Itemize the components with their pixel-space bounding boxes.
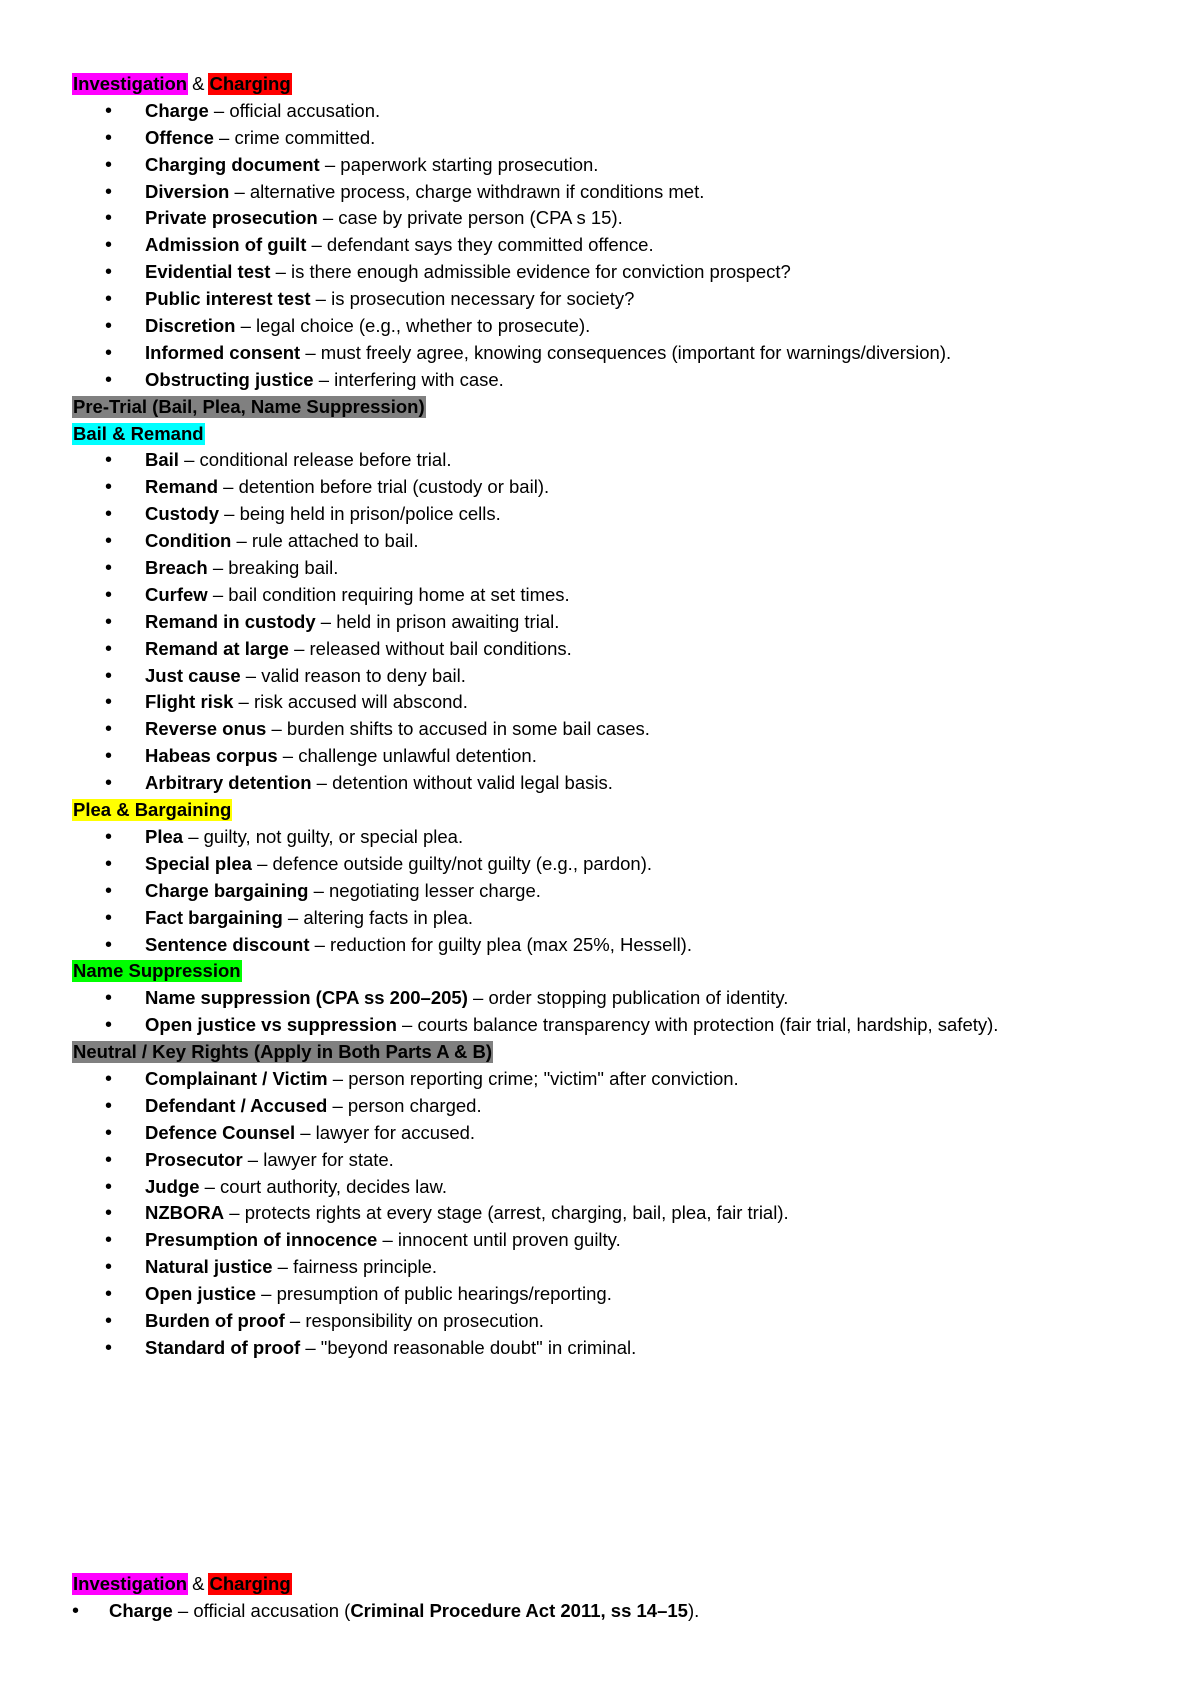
bullet-icon: • bbox=[105, 288, 113, 311]
bullet-icon: • bbox=[105, 1202, 113, 1225]
bullet-icon: • bbox=[105, 341, 113, 364]
list-item bbox=[72, 824, 1172, 851]
name-suppression-heading-line bbox=[72, 958, 1172, 985]
term-definition: – lawyer for accused. bbox=[295, 1121, 476, 1143]
term-label: NZBORA bbox=[145, 1202, 225, 1224]
list-item bbox=[72, 1200, 1172, 1227]
term-definition: – innocent until proven guilty. bbox=[377, 1229, 621, 1251]
bullet-icon: • bbox=[105, 530, 113, 553]
list-item bbox=[72, 609, 1172, 636]
list-item bbox=[72, 689, 1172, 716]
term-label: Curfew bbox=[145, 583, 208, 605]
term-label: Arbitrary detention bbox=[145, 772, 312, 794]
term-definition: – legal choice (e.g., whether to prosecute). bbox=[235, 315, 591, 337]
bullet-icon: • bbox=[105, 664, 113, 687]
term-definition: – case by private person (CPA s 15). bbox=[317, 207, 623, 229]
term-label: Open justice vs suppression bbox=[145, 1014, 397, 1036]
plea-list bbox=[72, 824, 1172, 958]
bullet-icon: • bbox=[105, 126, 113, 149]
term-definition: – alternative process, charge withdrawn if conditions met. bbox=[229, 180, 705, 202]
term-label: Charging document bbox=[145, 153, 320, 175]
bullet-icon: • bbox=[105, 1067, 113, 1090]
list-item bbox=[72, 1281, 1172, 1308]
term-label: Standard of proof bbox=[145, 1336, 301, 1358]
term-label: Public interest test bbox=[145, 288, 311, 310]
list-item bbox=[72, 1120, 1172, 1147]
list-item bbox=[72, 1093, 1172, 1120]
bullet-icon: • bbox=[105, 852, 113, 875]
list-item bbox=[72, 1254, 1172, 1281]
plea-bargaining-heading: Plea & Bargaining bbox=[73, 799, 232, 821]
bullet-icon: • bbox=[105, 557, 113, 580]
term-label: Burden of proof bbox=[145, 1309, 285, 1331]
term-definition: – official accusation ( bbox=[172, 1599, 351, 1621]
list-item bbox=[72, 474, 1172, 501]
term-label: Defence Counsel bbox=[145, 1121, 296, 1143]
neutral-heading-line bbox=[72, 1039, 1172, 1066]
bullet-icon: • bbox=[105, 610, 113, 633]
term-definition: – burden shifts to accused in some bail cases. bbox=[266, 718, 650, 740]
term-definition: – being held in prison/police cells. bbox=[219, 503, 501, 525]
term-definition: – "beyond reasonable doubt" in criminal. bbox=[300, 1336, 637, 1358]
bullet-icon: • bbox=[105, 987, 113, 1010]
list-item bbox=[72, 528, 1172, 555]
investigation-charging-heading-repeat bbox=[72, 1571, 1172, 1598]
bullet-icon: • bbox=[105, 261, 113, 284]
neutral-rights-heading: Neutral / Key Rights (Apply in Both Parts A & B) bbox=[73, 1041, 493, 1063]
list-item bbox=[72, 125, 1172, 152]
term-definition: – guilty, not guilty, or special plea. bbox=[183, 825, 464, 847]
pretrial-heading-line bbox=[72, 394, 1172, 421]
list-item bbox=[72, 1066, 1172, 1093]
bullet-icon: • bbox=[105, 691, 113, 714]
neutral-list bbox=[72, 1066, 1172, 1362]
bullet-icon: • bbox=[105, 368, 113, 391]
term-definition: – person charged. bbox=[327, 1094, 482, 1116]
investigation-charging-heading bbox=[72, 71, 1172, 98]
term-label: Custody bbox=[145, 503, 219, 525]
term-label: Plea bbox=[145, 825, 184, 847]
term-definition: – bail condition requiring home at set times. bbox=[207, 583, 570, 605]
term-label: Evidential test bbox=[145, 261, 271, 283]
bullet-icon: • bbox=[105, 933, 113, 956]
term-label: Complainant / Victim bbox=[145, 1067, 328, 1089]
list-item bbox=[72, 179, 1172, 206]
list-item bbox=[72, 905, 1172, 932]
term-label: Bail bbox=[145, 449, 179, 471]
term-label: Charge bbox=[145, 99, 209, 121]
term-definition: – reduction for guilty plea (max 25%, Hessell). bbox=[309, 933, 692, 955]
term-definition: – valid reason to deny bail. bbox=[240, 664, 466, 686]
heading-investigation: Investigation bbox=[73, 1573, 188, 1594]
name-suppression-heading: Name Suppression bbox=[73, 960, 241, 982]
bullet-icon: • bbox=[105, 99, 113, 122]
list-item bbox=[72, 98, 1172, 125]
bullet-icon: • bbox=[105, 207, 113, 230]
list-item bbox=[72, 1227, 1172, 1254]
bullet-icon: • bbox=[105, 503, 113, 526]
term-definition: – held in prison awaiting trial. bbox=[315, 610, 560, 632]
term-definition: – court authority, decides law. bbox=[199, 1175, 447, 1197]
list-item bbox=[72, 259, 1172, 286]
term-definition: – breaking bail. bbox=[207, 557, 339, 579]
plea-heading-line bbox=[72, 797, 1172, 824]
list-item bbox=[72, 582, 1172, 609]
term-label: Private prosecution bbox=[145, 207, 318, 229]
list-item bbox=[72, 501, 1172, 528]
list-item bbox=[72, 636, 1172, 663]
list-item bbox=[72, 1012, 1172, 1039]
list-item bbox=[72, 851, 1172, 878]
term-label: Offence bbox=[145, 126, 214, 148]
heading-charging: Charging bbox=[209, 73, 291, 94]
term-definition: – person reporting crime; "victim" after conviction. bbox=[327, 1067, 739, 1089]
statute-reference: Criminal Procedure Act 2011, ss 14–15 bbox=[350, 1599, 688, 1621]
list-item bbox=[72, 1335, 1172, 1362]
term-definition: – paperwork starting prosecution. bbox=[319, 153, 599, 175]
term-label: Natural justice bbox=[145, 1256, 273, 1278]
term-label: Discretion bbox=[145, 315, 236, 337]
term-definition: – interfering with case. bbox=[313, 368, 504, 390]
term-label: Diversion bbox=[145, 180, 230, 202]
bullet-icon: • bbox=[105, 1094, 113, 1117]
term-definition: – detention without valid legal basis. bbox=[311, 772, 613, 794]
bullet-icon: • bbox=[105, 1121, 113, 1144]
term-definition: – altering facts in plea. bbox=[282, 906, 473, 928]
bullet-icon: • bbox=[105, 879, 113, 902]
term-definition: – responsibility on prosecution. bbox=[284, 1309, 544, 1331]
pretrial-heading: Pre-Trial (Bail, Plea, Name Suppression) bbox=[73, 395, 425, 417]
bullet-icon: • bbox=[105, 476, 113, 499]
heading-ampersand: & bbox=[192, 1573, 205, 1594]
bullet-icon: • bbox=[105, 180, 113, 203]
bullet-icon: • bbox=[105, 1283, 113, 1306]
term-label: Breach bbox=[145, 557, 208, 579]
bullet-icon: • bbox=[105, 906, 113, 929]
bullet-icon: • bbox=[105, 772, 113, 795]
term-label: Defendant / Accused bbox=[145, 1094, 328, 1116]
list-item bbox=[72, 985, 1172, 1012]
term-definition: – released without bail conditions. bbox=[288, 637, 572, 659]
bullet-icon: • bbox=[105, 1229, 113, 1252]
list-item bbox=[72, 1308, 1172, 1335]
list-item bbox=[72, 932, 1172, 959]
bullet-icon: • bbox=[105, 745, 113, 768]
term-label: Informed consent bbox=[145, 341, 301, 363]
term-label: Charge bargaining bbox=[145, 879, 309, 901]
term-label: Just cause bbox=[145, 664, 241, 686]
list-item bbox=[72, 232, 1172, 259]
term-label: Remand at large bbox=[145, 637, 289, 659]
term-definition: – negotiating lesser charge. bbox=[308, 879, 541, 901]
term-label: Open justice bbox=[145, 1283, 257, 1305]
term-definition: – is prosecution necessary for society? bbox=[310, 288, 635, 310]
term-definition: – defence outside guilty/not guilty (e.g., pardon). bbox=[251, 852, 653, 874]
term-definition: – risk accused will abscond. bbox=[233, 691, 468, 713]
term-label: Flight risk bbox=[145, 691, 234, 713]
charge-detail-list bbox=[72, 1598, 1172, 1625]
bullet-icon: • bbox=[105, 153, 113, 176]
bullet-icon: • bbox=[105, 1148, 113, 1171]
term-label: Condition bbox=[145, 530, 232, 552]
heading-ampersand: & bbox=[192, 73, 205, 94]
term-definition-end: ). bbox=[687, 1599, 700, 1621]
bullet-icon: • bbox=[105, 718, 113, 741]
bail-heading-line bbox=[72, 421, 1172, 448]
term-label: Admission of guilt bbox=[145, 234, 307, 256]
bullet-icon: • bbox=[105, 1336, 113, 1359]
term-definition: – is there enough admissible evidence for conviction prospect? bbox=[270, 261, 791, 283]
term-definition: – protects rights at every stage (arrest, charging, bail, plea, fair trial). bbox=[224, 1202, 789, 1224]
list-item bbox=[72, 878, 1172, 905]
heading-charging: Charging bbox=[209, 1573, 291, 1594]
term-definition: – fairness principle. bbox=[272, 1256, 438, 1278]
list-item bbox=[72, 286, 1172, 313]
term-label: Name suppression (CPA ss 200–205) bbox=[145, 987, 468, 1009]
term-definition: – must freely agree, knowing consequences (important for warnings/diversion). bbox=[300, 341, 952, 363]
bullet-icon: • bbox=[105, 234, 113, 257]
bullet-icon: • bbox=[105, 1014, 113, 1037]
term-label: Remand bbox=[145, 476, 218, 498]
bullet-icon: • bbox=[105, 583, 113, 606]
bullet-icon: • bbox=[105, 1309, 113, 1332]
term-definition: – official accusation. bbox=[208, 99, 381, 121]
term-label: Charge bbox=[109, 1599, 173, 1621]
bullet-icon: • bbox=[72, 1599, 80, 1622]
bullet-icon: • bbox=[105, 1175, 113, 1198]
term-label: Habeas corpus bbox=[145, 745, 278, 767]
bullet-icon: • bbox=[105, 637, 113, 660]
term-definition: – challenge unlawful detention. bbox=[277, 745, 537, 767]
name-suppression-list bbox=[72, 985, 1172, 1039]
notes-block-bottom bbox=[72, 1571, 1172, 1625]
term-definition: – rule attached to bail. bbox=[231, 530, 419, 552]
term-definition: – defendant says they committed offence. bbox=[306, 234, 654, 256]
term-definition: – presumption of public hearings/reporting. bbox=[256, 1283, 612, 1305]
list-item bbox=[72, 716, 1172, 743]
term-definition: – conditional release before trial. bbox=[178, 449, 452, 471]
bullet-icon: • bbox=[105, 315, 113, 338]
term-definition: – order stopping publication of identity. bbox=[467, 987, 789, 1009]
investigation-list bbox=[72, 98, 1172, 394]
term-label: Sentence discount bbox=[145, 933, 310, 955]
term-definition: – courts balance transparency with protection (fair trial, hardship, safety). bbox=[396, 1014, 999, 1036]
heading-investigation: Investigation bbox=[73, 73, 188, 94]
list-item bbox=[72, 1174, 1172, 1201]
bullet-icon: • bbox=[105, 449, 113, 472]
term-label: Remand in custody bbox=[145, 610, 316, 632]
term-label: Reverse onus bbox=[145, 718, 267, 740]
list-item bbox=[72, 743, 1172, 770]
list-item bbox=[72, 447, 1172, 474]
list-item bbox=[72, 340, 1172, 367]
term-label: Special plea bbox=[145, 852, 252, 874]
list-item bbox=[72, 313, 1172, 340]
bail-list bbox=[72, 447, 1172, 797]
notes-block-top bbox=[72, 71, 1172, 1362]
term-label: Obstructing justice bbox=[145, 368, 314, 390]
list-item bbox=[72, 152, 1172, 179]
term-definition: – lawyer for state. bbox=[242, 1148, 394, 1170]
term-definition: – crime committed. bbox=[213, 126, 376, 148]
term-label: Presumption of innocence bbox=[145, 1229, 378, 1251]
term-definition: – detention before trial (custody or bail). bbox=[218, 476, 550, 498]
list-item bbox=[72, 555, 1172, 582]
list-item bbox=[72, 367, 1172, 394]
bail-remand-heading: Bail & Remand bbox=[73, 422, 204, 444]
list-item bbox=[72, 1598, 1172, 1625]
bullet-icon: • bbox=[105, 825, 113, 848]
bullet-icon: • bbox=[105, 1256, 113, 1279]
list-item bbox=[72, 1147, 1172, 1174]
list-item bbox=[72, 663, 1172, 690]
list-item bbox=[72, 770, 1172, 797]
term-label: Prosecutor bbox=[145, 1148, 243, 1170]
list-item bbox=[72, 205, 1172, 232]
term-label: Fact bargaining bbox=[145, 906, 283, 928]
term-label: Judge bbox=[145, 1175, 200, 1197]
